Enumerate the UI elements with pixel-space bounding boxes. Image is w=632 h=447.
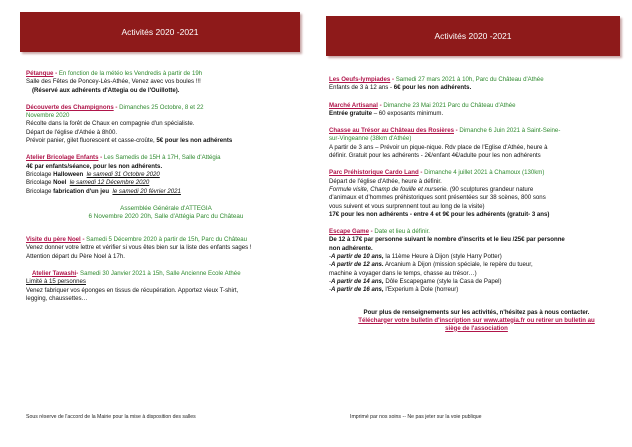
right-content xyxy=(329,76,624,333)
bricolage-section: Atelier Bricolage Enfants - Les Samedis de 15H à 17H, Salle d'Attégia 4€ par enfants/séance, pour les non adhérents. Bricolage Halloween le samedi 31 Octobre 2020 Bricolage Noel le samedi 12 Décembre 2020 Bricolage fabrication d'un jeu le samedi 20 février 2021 xyxy=(26,154,306,195)
escape-price-line2: non adhérente. xyxy=(329,244,373,252)
parc-line3: d'animaux et d'hommes préhistoriques sont présentées sur 38 scènes, 800 sons xyxy=(329,194,546,202)
parc-info: Dimanche 4 juillet 2021 à Chamoux (130km) xyxy=(424,169,545,177)
tawashi-limit: Limité à 15 personnes xyxy=(26,278,86,286)
escape-item: -A partir de 10 ans, la 11ème Heure à Dijon (style Harry Potter) xyxy=(329,253,502,261)
tawashi-line1: Venez fabriquer vos éponges en tissus de récupération. Apportez vieux T-shirt, xyxy=(26,286,239,294)
oeufs-section: Les Oeufs-lympiades - Samedi 27 mars 2021 à 10h, Parc du Château d'Athée Enfants de 3 à 12 ans - 6€ pour les non adhérents. xyxy=(329,76,544,92)
contact-section xyxy=(329,309,624,333)
oeufs-line1: Enfants de 3 à 12 ans - xyxy=(329,84,394,92)
parc-formula: Formule visite, Champ de fouille et nurserie. xyxy=(329,185,449,193)
escape-item: machine à voyager dans le temps, chasse au trésor…) xyxy=(329,269,477,277)
chasse-title: Chasse au Trésor au Château des Rosières xyxy=(329,127,454,135)
escape-price: De 12 à 17€ par personne suivant le nombre d'inscrits et le lieu /25€ par personne xyxy=(329,236,565,244)
petanque-title: Pétanque xyxy=(26,70,54,77)
escape-item: -A partir de 14 ans, Dôle Escapegame (style la Casa de Papel) xyxy=(329,277,502,285)
petanque-info: En fonction de la météo les Vendredis à partir de 19h xyxy=(58,70,203,77)
tawashi-info: Samedi 30 Janvier 2021 à 15h, Salle Ancienne Ecole Athée xyxy=(80,269,241,277)
left-header-banner: Activités 2020 -2021 xyxy=(20,12,300,52)
pere-noel-line2: Attention départ du Père Noel à 17h. xyxy=(26,252,125,260)
marche-info: Dimanche 23 Mai 2021 Parc du Château d'Athée xyxy=(383,101,516,109)
bricolage-title: Atelier Bricolage Enfants xyxy=(26,154,99,162)
champignons-price: 5€ pour les non adhérents xyxy=(156,137,233,145)
chasse-line2: définir. Gratuit pour les adhérents - 2€/enfant 4€/adulte pour les non adhérents xyxy=(329,152,541,160)
marche-section: Marché Artisanal - Dimanche 23 Mai 2021 Parc du Château d'Athée Entrée gratuite – 60 exposants minimum. xyxy=(329,101,516,117)
parc-title: Parc Préhistorique Cardo Land xyxy=(329,169,419,177)
champignons-line3: Prévoir panier, gilet fluorescent et casse-croûte, xyxy=(26,137,157,145)
right-footer: Imprimé par nos soins -- Ne pas jeter sur la voie publique xyxy=(350,414,482,420)
marche-title: Marché Artisanal xyxy=(329,101,378,109)
oeufs-info: Samedi 27 mars 2021 à 10h, Parc du Château d'Athée xyxy=(395,76,544,83)
escape-item: -A partir de 12 ans. Arcanium à Dijon (mission spéciale, le repère du tueur, xyxy=(329,261,533,269)
chasse-section: Chasse au Trésor au Château des Rosières - Dimanche 6 Juin 2021 à Saint-Seine- sur-Vingeanne (38km d'Athée) A partir de 3 ans – Prévoir un pique-nique. Rdv place de l'Eglise d'Athée, heure à définir. Gratuit pour les adhérents - 2€/enfant 4€/adulte pour les non adhérents xyxy=(329,127,624,160)
bricolage-info: Les Samedis de 15H à 17H, Salle d'Attégia xyxy=(103,154,221,162)
escape-info: Date et lieu à définir. xyxy=(374,228,430,236)
bricolage-price: 4€ par enfants/séance, pour les non adhérents. xyxy=(26,162,163,170)
assembly-title: Assemblée Générale d'ATTEGIA xyxy=(120,204,212,212)
assembly-section xyxy=(26,205,306,222)
parc-line1: Départ de l'église d'Athée, heure à définir. xyxy=(329,177,442,185)
chasse-line1: A partir de 3 ans – Prévoir un pique-nique. Rdv place de l'Eglise d'Athée, heure à xyxy=(329,143,548,151)
tawashi-section: Atelier Tawashi- Samedi 30 Janvier 2021 à 15h, Salle Ancienne Ecole Athée Limité à 15 personnes Venez fabriquer vos éponges en tissus de récupération. Apportez vieux T-shirt, legging, chaussettes… xyxy=(26,270,306,303)
left-content xyxy=(26,70,306,312)
escape-section: Escape Game - Date et lieu à définir. De 12 à 17€ par personne suivant le nombre d'inscrits et le lieu /25€ par personne non adhérente. -A partir de 10 ans, la 11ème Heure à Dijon (style Harry Potter) -A partir de 12 ans. Arcanium à Dijon (mission spéciale, le repère du tueur, machine à voyager dans le temps, chasse au trésor…) -A partir de 14 ans, Dôle Escapegame (style la Casa de Papel) -A partir de 16 ans, l'Experium à Dole (horreur) xyxy=(329,228,624,294)
champignons-line2: Départ de l'église d'Athée à 8h00. xyxy=(26,128,118,136)
parc-section: Parc Préhistorique Cardo Land - Dimanche 4 juillet 2021 à Chamoux (130km) Départ de l'église d'Athée, heure à définir. Formule visite, Champ de fouille et nurserie. (90 sculptures grandeur nature d'animaux et d'hommes préhistoriques sont présentées sur 38 scènes, 800 sons vous suivent et vous surprennent tout au long de la visite) 17€ pour les non adhérents - entre 4 et 9€ pour les adhérents (gratuit- 3 ans) xyxy=(329,169,624,219)
chasse-info: Dimanche 6 Juin 2021 à Saint-Seine- xyxy=(459,127,561,135)
contact-withdraw: ou retirer un bulletin au xyxy=(525,316,595,324)
pere-noel-section: Visite du père Noel - Samedi 5 Décembre 2020 à partir de 15h, Parc du Château Venez donner votre lettre et vérifier si vous êtes bien sur la liste des enfants sages ! Attention départ du Père Noel à 17h. xyxy=(26,236,306,261)
pere-noel-title: Visite du père Noel xyxy=(26,236,81,244)
contact-line1: Pour plus de renseignements sur les activités, n'hésitez pas à nous contacter. xyxy=(363,308,590,316)
tawashi-title: Atelier Tawashi xyxy=(32,269,77,277)
right-header-banner: Activités 2020 -2021 xyxy=(326,16,620,56)
marche-entry: Entrée gratuite xyxy=(329,109,373,117)
chasse-info-line2: sur-Vingeanne (38km d'Athée) xyxy=(329,135,412,143)
champignons-title: Découverte des Champignons xyxy=(26,103,114,111)
petanque-section: Pétanque - En fonction de la météo les Vendredis à partir de 19h Salle des Fêtes de Poncey-Lès-Athée, Venez avec vos boules !!! (Réservé aux adhérents d'Attegia ou de l'Ouillotte). xyxy=(26,70,306,95)
bricolage-item: Bricolage fabrication d'un jeu le samedi 20 février 2021 xyxy=(26,187,181,195)
pere-noel-info: Samedi 5 Décembre 2020 à partir de 15h, Parc du Château xyxy=(86,236,248,244)
assembly-details: 6 Novembre 2020 20h, Salle d'Attégia Parc du Château xyxy=(88,213,244,221)
pere-noel-line1: Venez donner votre lettre et vérifier si vous êtes bien sur la liste des enfants sages ! xyxy=(26,244,252,252)
contact-download: Télécharger votre bulletin d'inscription sur xyxy=(358,316,484,324)
tawashi-line2: legging, chaussettes… xyxy=(26,294,88,302)
parc-line4: vous suivent et vous surprennent tout au long de la visite) xyxy=(329,202,485,210)
parc-price: 17€ pour les non adhérents - entre 4 et 9€ pour les adhérents (gratuit- 3 ans) xyxy=(329,210,550,218)
right-page xyxy=(320,0,632,447)
champignons-section: Découverte des Champignons - Dimanches 25 Octobre, 8 et 22 Novembre 2020 Récolte dans la forêt de Chaux en compagnie d'un spécialiste. Départ de l'église d'Athée à 8h00. Prévoir panier, gilet fluorescent et casse-croûte, 5€ pour les non adhérents xyxy=(26,104,306,145)
oeufs-title: Les Oeufs-lympiades xyxy=(329,76,391,83)
escape-title: Escape Game xyxy=(329,228,369,236)
marche-exhibitors: – 60 exposants minimum. xyxy=(372,109,444,117)
champignons-info: Dimanches 25 Octobre, 8 et 22 xyxy=(119,103,204,111)
petanque-line2: (Réservé aux adhérents d'Attegia ou de l'Ouillotte). xyxy=(32,86,180,94)
contact-line3: siège de l'association xyxy=(445,324,508,332)
champignons-info-line2: Novembre 2020 xyxy=(26,112,70,120)
petanque-line1: Salle des Fêtes de Poncey-Lès-Athée, Venez avec vos boules !!! xyxy=(26,78,201,86)
bricolage-item: Bricolage Noel le samedi 12 Décembre 2020 xyxy=(26,179,150,187)
parc-line2: (90 sculptures grandeur nature xyxy=(448,185,534,193)
website-link[interactable]: www.attegia.fr xyxy=(483,316,526,324)
left-footer: Sous réserve de l'accord de la Mairie pour la mise à disposition des salles xyxy=(26,414,196,420)
escape-item: -A partir de 16 ans, l'Experium à Dole (horreur) xyxy=(329,286,459,294)
bricolage-item: Bricolage Halloween le samedi 31 Octobre 2020 xyxy=(26,170,160,178)
champignons-line1: Récolte dans la forêt de Chaux en compagnie d'un spécialiste. xyxy=(26,120,195,128)
oeufs-price: 6€ pour les non adhérents. xyxy=(393,84,472,92)
